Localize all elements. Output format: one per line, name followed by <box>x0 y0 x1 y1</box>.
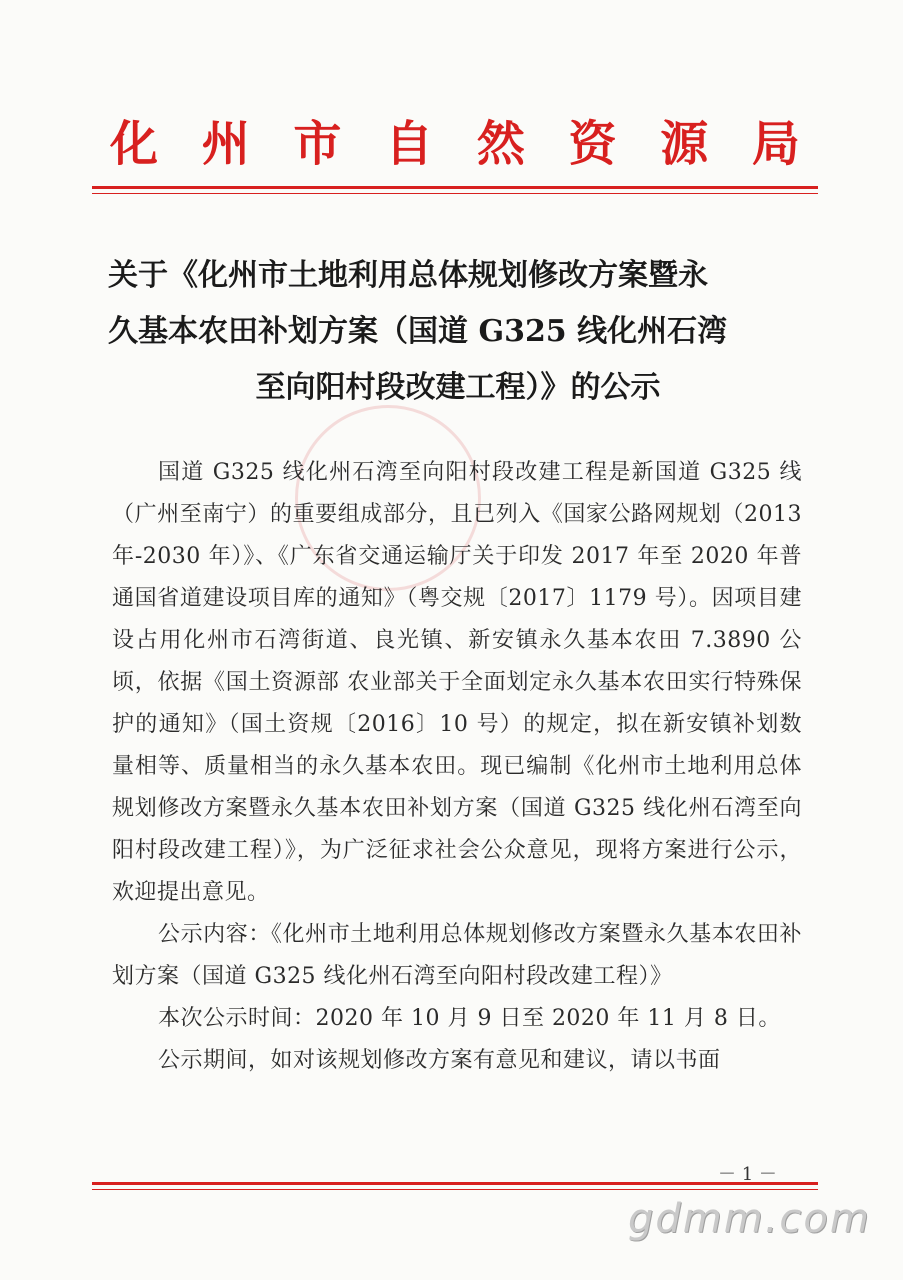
header-char: 化 <box>110 116 159 172</box>
header-char: 然 <box>476 116 525 172</box>
body-paragraph-3: 本次公示时间：2020 年 10 月 9 日至 2020 年 11 月 8 日。 <box>158 1006 781 1031</box>
body-paragraph-4: 公示期间，如对该规划修改方案有意见和建议，请以书面 <box>158 1048 721 1073</box>
title-line-2: 久基本农田补划方案（国道 G325 线化州石湾 <box>108 314 728 349</box>
document-body <box>112 452 802 1082</box>
title-line-3: 至向阳村段改建工程）》的公示 <box>255 370 661 405</box>
footer-divider-thin <box>92 1189 818 1190</box>
header-char: 资 <box>568 116 617 172</box>
title-line-1: 关于《化州市土地利用总体规划修改方案暨永 <box>108 258 708 293</box>
header-divider-thick <box>92 186 818 189</box>
header-char: 源 <box>660 116 709 172</box>
page-number: － 1 － <box>718 1164 777 1185</box>
header-char: 市 <box>293 116 342 172</box>
header-char: 自 <box>385 116 434 172</box>
header-divider-thin <box>92 193 818 194</box>
site-watermark: gdmm.com <box>628 1196 871 1242</box>
body-paragraph-2: 公示内容：《化州市土地利用总体规划修改方案暨永久基本农田补划方案（国道 G325 线化州石湾至向阳村段改建工程）》 <box>112 922 802 989</box>
header-char: 局 <box>751 116 800 172</box>
document-title <box>108 248 808 416</box>
body-paragraph-1: 国道 G325 线化州石湾至向阳村段改建工程是新国道 G325 线（广州至南宁）的重要组成部分，且已列入《国家公路网规划（2013 年-2030 年）》、《广东省交通运输厅关于印发 2017 年至 2020 年普通国省道建设项目库的通知》（粤交规〔2017〕1179 号）。因项目建设占用化州市石湾街道、良光镇、新安镇永久基本农田 7.3890 公顷，依据《国土资源部 农业部关于全面划定永久基本农田实行特殊保护的通知》（国土资规〔2016〕10 号）的规定，拟在新安镇补划数量相等、质量相当的永久基本农田。现已编制《化州市土地利用总体规划修改方案暨永久基本农田补划方案（国道 G325 线化州石湾至向阳村段改建工程）》，为广泛征求社会公众意见，现将方案进行公示，欢迎提出意见。 <box>112 460 802 905</box>
footer-divider-thick <box>92 1182 818 1185</box>
header-char: 州 <box>201 116 250 172</box>
issuing-authority-header <box>110 116 800 172</box>
